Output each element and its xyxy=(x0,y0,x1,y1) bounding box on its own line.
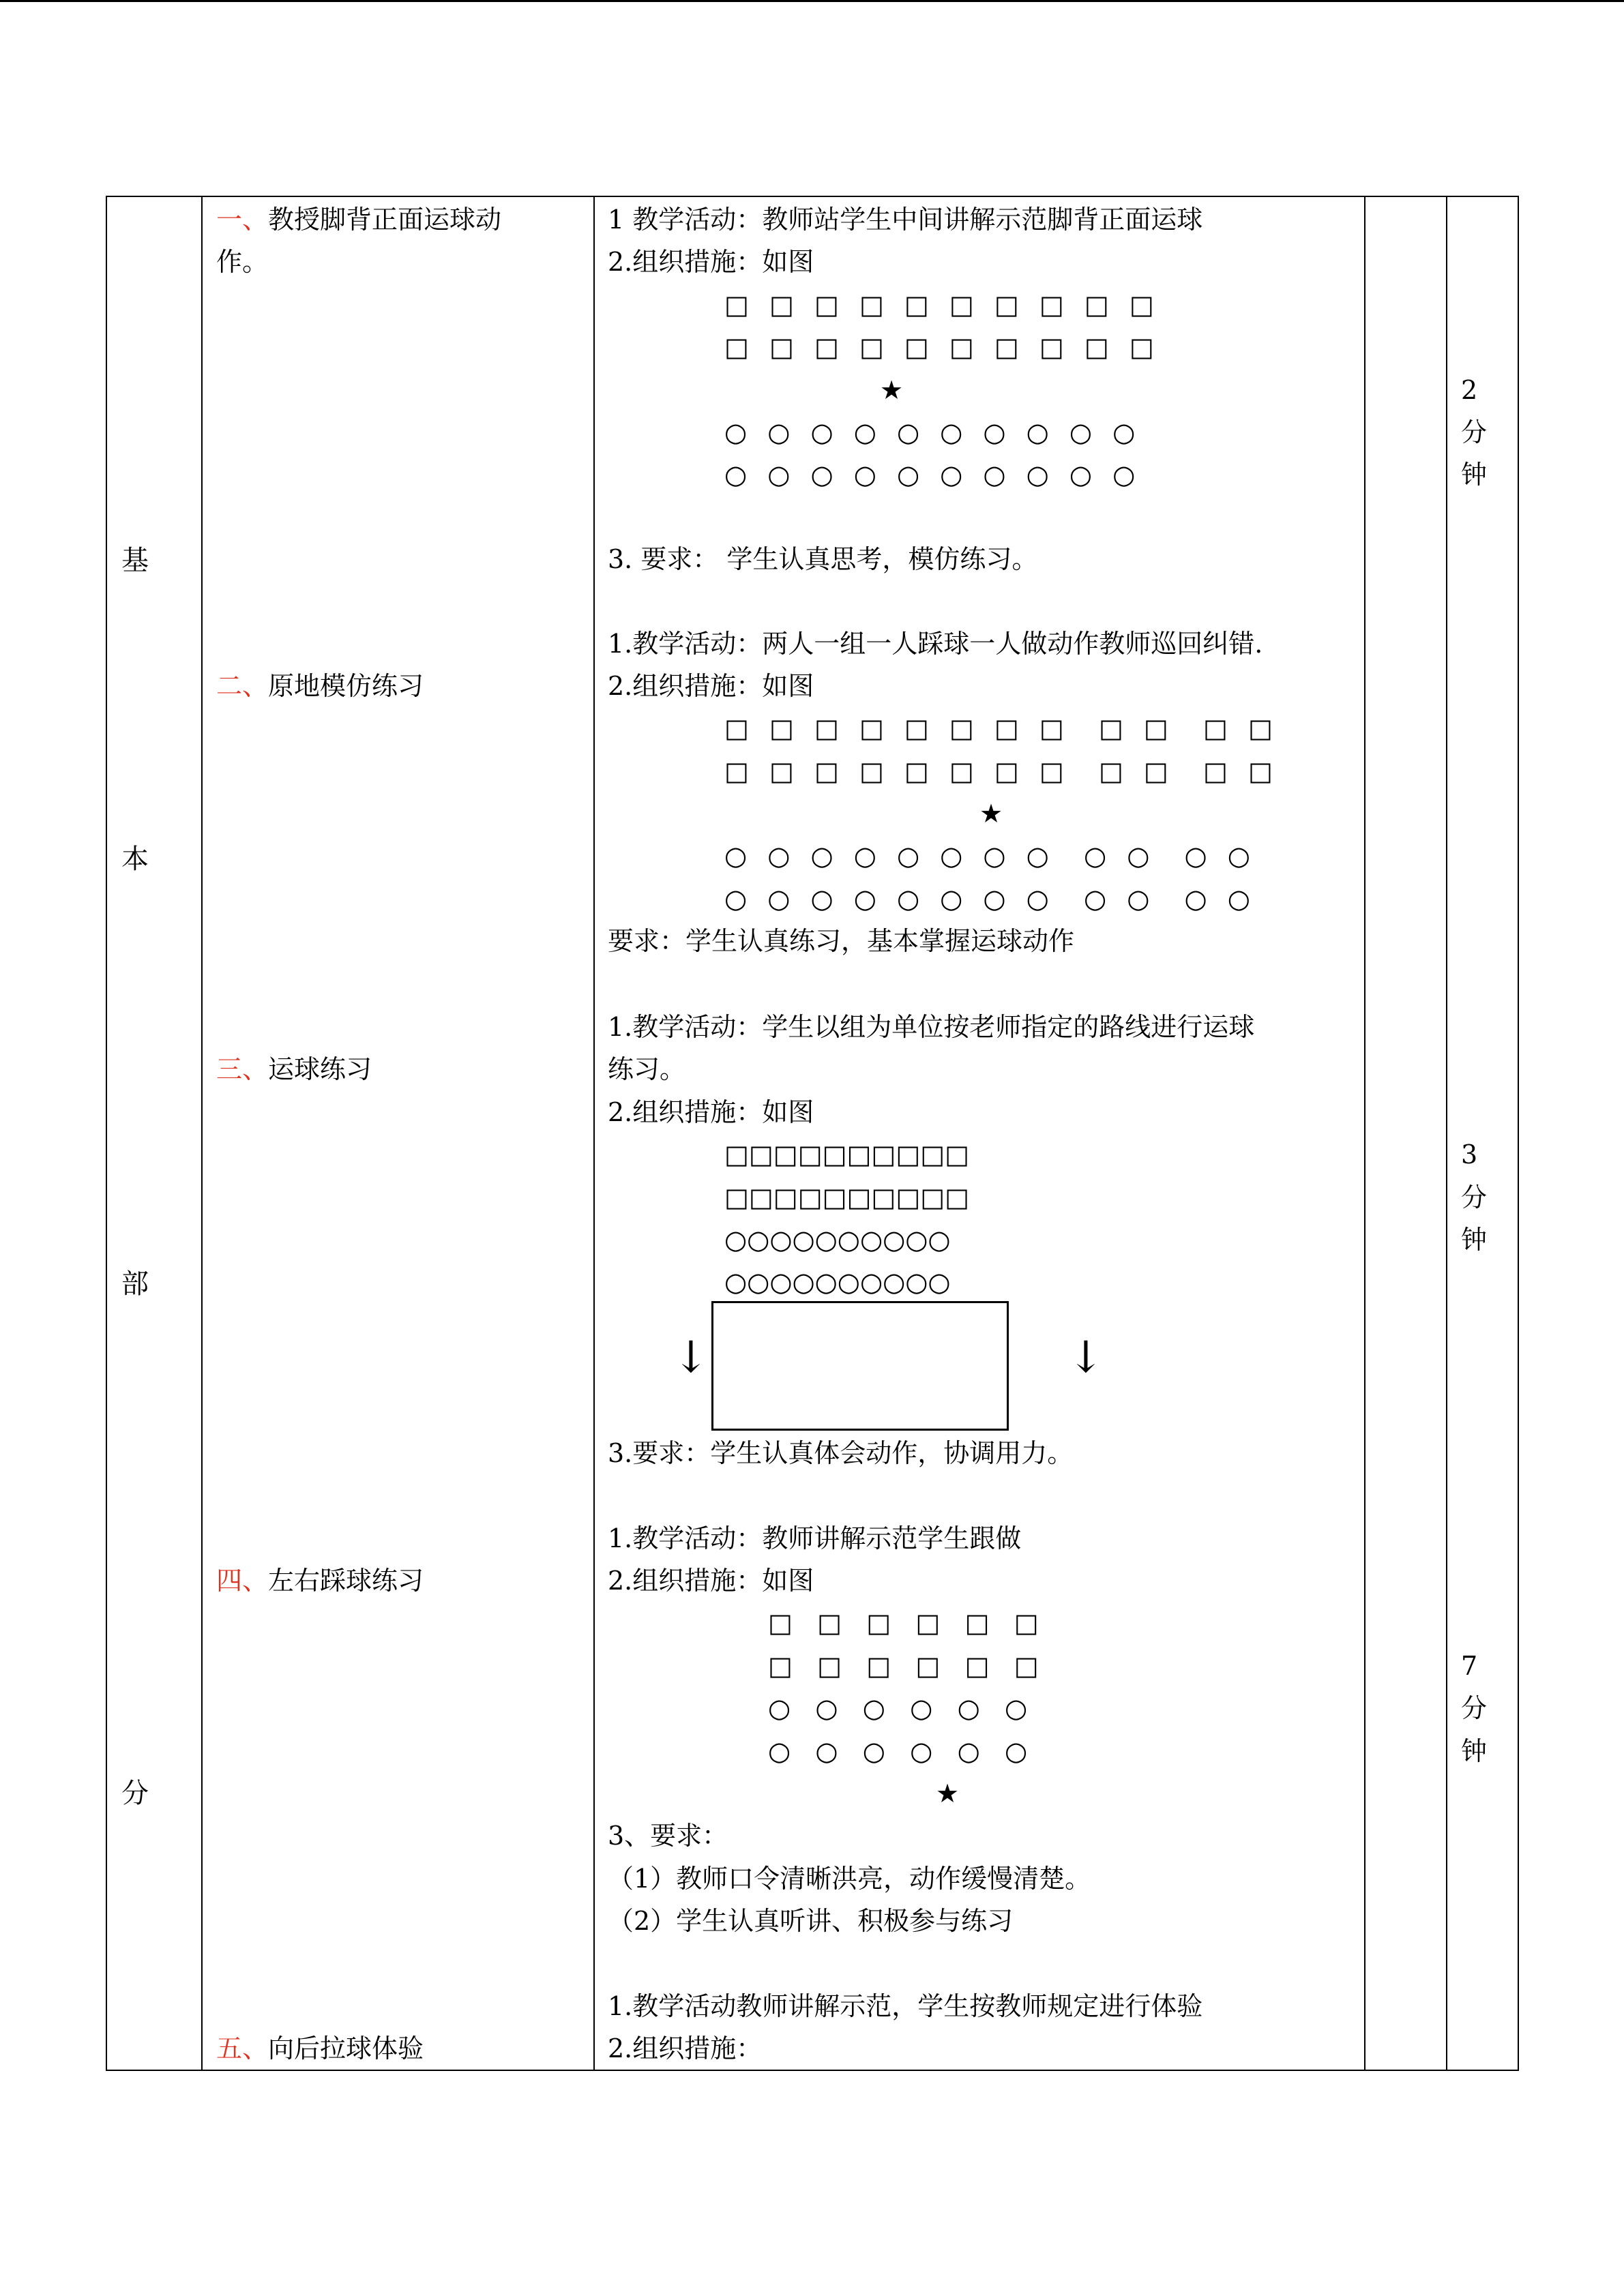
table-col-line-5 xyxy=(1518,196,1519,2071)
item-4-title xyxy=(216,1560,424,1602)
block4-square-row-1: □ □ □ □ □ □ xyxy=(768,1608,1039,1638)
top-border xyxy=(0,0,1624,2)
block4-activity: 1.教学活动：教师讲解示范学生跟做 xyxy=(608,1523,1022,1553)
item-5-title xyxy=(216,2027,424,2070)
block2-activity: 1.教学活动：两人一组一人踩球一人做动作教师巡回纠错. xyxy=(608,629,1263,659)
block1-requirement: 3. 要求： 学生认真思考，模仿练习。 xyxy=(608,544,1038,574)
block2-org: 2.组织措施：如图 xyxy=(608,671,814,701)
block2-square-row-2: □ □ □ □ □ □ □ □ □ □ □ □ xyxy=(724,756,1279,786)
block3-org: 2.组织措施：如图 xyxy=(608,1097,814,1127)
block4-circle-row-1: ○ ○ ○ ○ ○ ○ xyxy=(768,1693,1028,1723)
block2-square-row-1: □ □ □ □ □ □ □ □ □ □ □ □ xyxy=(724,713,1279,743)
block3-square-row-2: □□□□□□□□□□ xyxy=(724,1182,970,1212)
block4-req-2: （2）学生认真听讲、积极参与练习 xyxy=(608,1906,1014,1936)
time-1-number: 2 xyxy=(1461,375,1478,405)
section-char-4: 分 xyxy=(121,1778,149,1809)
item-3-text: 运球练习 xyxy=(268,1054,372,1084)
block3-arrow-right: ↓ xyxy=(1067,1332,1104,1383)
time-1-unit-2: 钟 xyxy=(1461,460,1488,490)
time-1-unit-1: 分 xyxy=(1461,417,1488,447)
item-1-title-line2: 作。 xyxy=(216,247,269,277)
block3-activity-line1: 1.教学活动：学生以组为单位按老师指定的路线进行运球 xyxy=(608,1012,1255,1042)
item-3-title xyxy=(216,1048,372,1090)
time-3-unit-2: 钟 xyxy=(1461,1736,1488,1766)
block4-circle-row-2: ○ ○ ○ ○ ○ ○ xyxy=(768,1736,1028,1766)
block2-circle-row-1: ○ ○ ○ ○ ○ ○ ○ ○ ○ ○ ○ ○ xyxy=(724,841,1256,871)
table-top-border xyxy=(106,196,1519,197)
item-4-text: 左右踩球练习 xyxy=(268,1566,424,1596)
time-2-number: 3 xyxy=(1461,1139,1478,1169)
section-char-2: 本 xyxy=(121,844,149,875)
item-2-number: 二、 xyxy=(216,671,269,701)
time-3-number: 7 xyxy=(1461,1651,1478,1681)
block2-circle-row-2: ○ ○ ○ ○ ○ ○ ○ ○ ○ ○ ○ ○ xyxy=(724,884,1256,914)
item-1-number: 一、 xyxy=(216,205,269,235)
block1-square-row-2: □ □ □ □ □ □ □ □ □ □ xyxy=(724,332,1160,362)
item-5-text: 向后拉球体验 xyxy=(268,2033,424,2063)
block4-org: 2.组织措施：如图 xyxy=(608,1566,814,1596)
table-bottom-border xyxy=(106,2070,1519,2071)
block1-org: 2.组织措施：如图 xyxy=(608,247,814,277)
block1-activity: 1 教学活动：教师站学生中间讲解示范脚背正面运球 xyxy=(608,205,1203,235)
block4-star: ★ xyxy=(936,1778,960,1808)
table-col-line-1 xyxy=(201,196,203,2071)
block5-activity: 1.教学活动教师讲解示范，学生按教师规定进行体验 xyxy=(608,1991,1203,2021)
block1-star: ★ xyxy=(880,375,904,405)
table-col-line-2 xyxy=(593,196,595,2071)
block1-circle-row-1: ○ ○ ○ ○ ○ ○ ○ ○ ○ ○ xyxy=(724,417,1142,447)
item-1-text: 教授脚背正面运球动 xyxy=(268,205,502,235)
block1-square-row-1: □ □ □ □ □ □ □ □ □ □ xyxy=(724,290,1160,320)
block3-arrow-left: ↓ xyxy=(673,1332,709,1383)
block3-circle-row-1: ○○○○○○○○○○ xyxy=(724,1225,951,1255)
time-3-unit-1: 分 xyxy=(1461,1693,1488,1723)
section-char-1: 基 xyxy=(121,545,149,576)
block4-req-title: 3、要求： xyxy=(608,1821,728,1851)
block3-square-row-1: □□□□□□□□□□ xyxy=(724,1139,970,1169)
block3-circle-row-2: ○○○○○○○○○○ xyxy=(724,1267,951,1297)
item-4-number: 四、 xyxy=(216,1566,269,1596)
item-3-number: 三、 xyxy=(216,1054,269,1084)
time-2-unit-2: 钟 xyxy=(1461,1225,1488,1255)
section-char-3: 部 xyxy=(121,1268,149,1300)
table-col-line-0 xyxy=(106,196,107,2071)
block4-req-1: （1）教师口令清晰洪亮，动作缓慢清楚。 xyxy=(608,1864,1091,1894)
block4-square-row-2: □ □ □ □ □ □ xyxy=(768,1651,1039,1681)
block3-route-rectangle xyxy=(711,1301,1009,1431)
block1-circle-row-2: ○ ○ ○ ○ ○ ○ ○ ○ ○ ○ xyxy=(724,460,1142,490)
item-1-title xyxy=(216,198,501,241)
item-2-text: 原地模仿练习 xyxy=(268,671,424,701)
time-2-unit-1: 分 xyxy=(1461,1182,1488,1212)
block2-requirement: 要求：学生认真练习，基本掌握运球动作 xyxy=(608,926,1075,956)
block5-org: 2.组织措施： xyxy=(608,2033,763,2063)
block2-star: ★ xyxy=(979,799,1003,829)
block3-activity-line2: 练习。 xyxy=(608,1054,686,1084)
item-2-title xyxy=(216,665,424,707)
table-col-line-3 xyxy=(1364,196,1365,2071)
table-col-line-4 xyxy=(1446,196,1447,2071)
item-5-number: 五、 xyxy=(216,2033,269,2063)
block3-requirement: 3.要求：学生认真体会动作，协调用力。 xyxy=(608,1438,1074,1468)
